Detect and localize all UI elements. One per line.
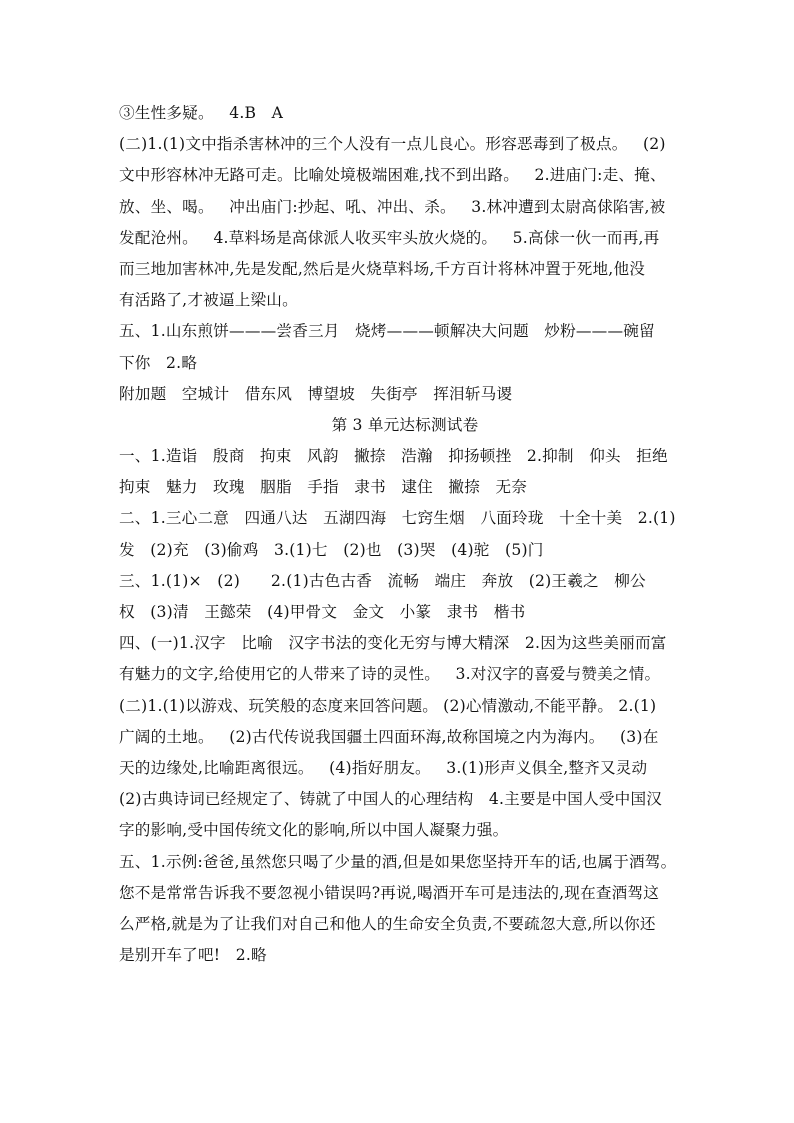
text-line: 而三地加害林冲,先是发配,然后是火烧草料场,千方百计将林冲置于死地,他没 [119,259,646,278]
text-line: 么严格,就是为了让我们对自己和他人的生命安全负责,不要疏忽大意,所以你还 [119,914,656,933]
answer-key-page [119,98,691,971]
text-line: 五、1.山东煎饼———尝香三月 烧烤———顿解决大问题 炒粉———碗留 [119,322,655,341]
text-line: 发配沧州。 4.草料场是高俅派人收买牢头放火烧的。 5.高俅一伙一而再,再 [119,228,660,247]
section-title: 第 3 单元达标测试卷 [331,415,479,434]
text-line: 有魅力的文字,给使用它的人带来了诗的灵性。 3.对汉字的喜爱与赞美之情。 [119,665,661,684]
text-line: 三、1.(1)× (2) 2.(1)古色古香 流畅 端庄 奔放 (2)王羲之 柳公 [119,571,646,590]
text-line: (二)1.(1)以游戏、玩笑般的态度来回答问题。 (2)心情激动,不能平静。 2.(1) [119,696,657,715]
text-line: (2)古典诗词已经规定了、铸就了中国人的心理结构 4.主要是中国人受中国汉 [119,790,663,809]
text-line: 五、1.示例:爸爸,虽然您只喝了少量的酒,但是如果您坚持开车的话,也属于酒驾。 [119,852,677,871]
text-line: 放、坐、喝。 冲出庙门:抄起、吼、冲出、杀。 3.林冲遭到太尉高俅陷害,被 [119,197,666,216]
text-line: 四、(一)1.汉字 比喻 汉字书法的变化无穷与博大精深 2.因为这些美丽而富 [119,634,667,653]
text-line: 有活路了,才被逼上梁山。 [119,291,298,310]
text-line: (二)1.(1)文中指杀害林冲的三个人没有一点儿良心。形容恶毒到了极点。 (2) [119,135,666,154]
text-line: 二、1.三心二意 四通八达 五湖四海 七窍生烟 八面玲珑 十全十美 2.(1) [119,509,676,528]
text-line: 您不是常常告诉我不要忽视小错误吗?再说,喝酒开车可是违法的,现在查酒驾这 [119,883,660,902]
text-line: 权 (3)清 王懿荣 (4)甲骨文 金文 小篆 隶书 楷书 [119,603,526,621]
text-line: 发 (2)充 (3)偷鸡 3.(1)七 (2)也 (3)哭 (4)驼 (5)门 [119,540,544,559]
text-line: 字的影响,受中国传统文化的影响,所以中国人凝聚力强。 [119,821,509,840]
text-line: 天的边缘处,比喻距离很远。 (4)指好朋友。 3.(1)形声义俱全,整齐又灵动 [119,758,648,777]
text-line: 一、1.造诣 殷商 拘束 风韵 撇捺 浩瀚 抑扬顿挫 2.抑制 仰头 拒绝 [119,447,668,466]
text-line: 下你 2.略 [119,353,198,372]
text-line: 广阔的土地。 (2)古代传说我国疆土四面环海,故称国境之内为海内。 (3)在 [119,727,659,746]
text-line: 附加题 空城计 借东风 博望坡 失街亭 挥泪斩马谡 [119,384,513,403]
text-line: 文中形容林冲无路可走。比喻处境极端困难,找不到出路。 2.进庙门:走、掩、 [119,166,666,185]
text-line: ③生性多疑。 4.B A [119,104,284,122]
text-line: 是别开车了吧! 2.略 [119,946,267,965]
text-line: 拘束 魅力 玫瑰 胭脂 手指 隶书 逮住 撇捺 无奈 [119,478,528,497]
